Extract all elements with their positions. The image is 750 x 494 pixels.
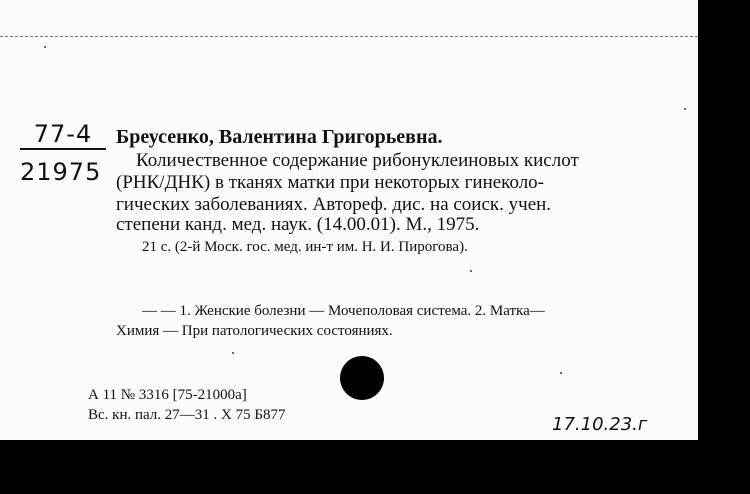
handwritten-code-bottom: 21975 — [20, 158, 102, 186]
title-line-3: гических заболеваниях. Автореф. дис. на соиск. учен. — [116, 194, 552, 215]
catalog-number-line: А 11 № 3316 [75-21000а] — [88, 387, 247, 403]
speck — [684, 108, 686, 110]
catalog-shelf-line: Вс. кн. пал. 27—31 . Х 75 Б877 — [88, 407, 286, 423]
title-line-1: Количественное содержание рибонуклеиновых кислот — [136, 150, 579, 171]
title-line-4: степени канд. мед. наук. (14.00.01). М., 1975. — [116, 214, 480, 235]
speck — [44, 46, 46, 48]
punch-hole — [340, 356, 384, 400]
author-line: Бреусенко, Валентина Григорьевна. — [116, 126, 443, 148]
speck — [560, 372, 562, 374]
handwritten-date: 17.10.23.г — [552, 414, 648, 435]
subjects-line-1: — — 1. Женские болезни — Мочеполовая система. 2. Матка— — [142, 303, 545, 319]
scan-border-right — [698, 0, 750, 494]
speck — [232, 352, 234, 354]
collation-line: 21 с. (2-й Моск. гос. мед. ин-т им. Н. И. Пирогова). — [142, 239, 468, 255]
subjects-line-2: Химия — При патологических состояниях. — [116, 323, 393, 339]
title-line-2: (РНК/ДНК) в тканях матки при некоторых гинеколо- — [116, 172, 545, 193]
scan-border-bottom — [0, 440, 750, 494]
top-dashed-line — [0, 36, 698, 37]
speck — [470, 270, 472, 272]
handwritten-code-top: 77-4 — [20, 120, 106, 150]
